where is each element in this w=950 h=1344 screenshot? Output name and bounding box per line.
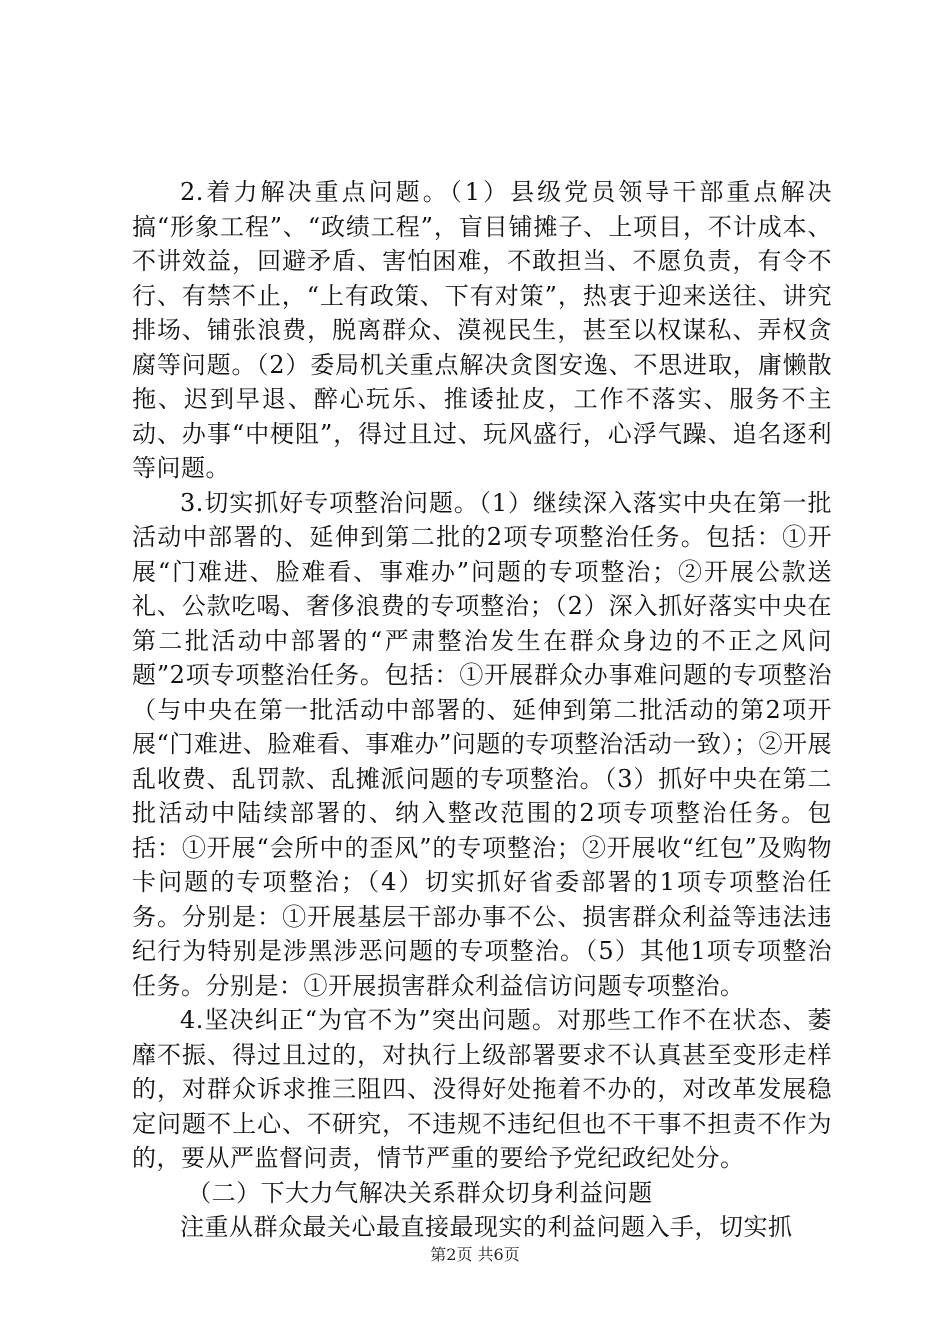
paragraph-interest-issues: 注重从群众最关心最直接最现实的利益问题入手，切实抓: [180, 1213, 793, 1241]
page-footer: 第2页 共6页: [430, 1245, 520, 1264]
section-heading: （二）下大力气解决关系群众切身利益问题: [187, 1178, 653, 1207]
paragraph-key-problems: 2.着力解决重点问题。（1）县级党员领导干部重点解决搞“形象工程”、“政绩工程”，盲目铺摊子、上项目，不计成本、不讲效益，回避矛盾、害怕困难，不敢担当、不愿负责，有令不行、有禁不止，“上有政策、下有对策”，热衷于迎来送往、讲究排场、铺张浪费，脱离群众、漠视民生，甚至以权谋私、弄权贪腐等问题。（2）委局机关重点解决贪图安逸、不思进取，庸懒散拖、迟到早退、醉心玩乐、推诿扯皮，工作不落实、服务不主动、办事“中梗阻”，得过且过、玩风盛行，心浮气躁、追名逐利等问题。: [132, 178, 832, 482]
paragraph-correct-inaction: 4.坚决纠正“为官不为”突出问题。对那些工作不在状态、萎靡不振、得过且过的，对执行上级部署要求不认真甚至变形走样的，对群众诉求推三阻四、没得好处拖着不办的，对改革发展稳定问题不上心、不研究，不违规不违纪但也不干事不担责不作为的，要从严监督问责，情节严重的要给予党纪政纪处分。: [132, 1006, 832, 1172]
paragraph-special-rectification: 3.切实抓好专项整治问题。（1）继续深入落实中央在第一批活动中部署的、延伸到第二批的2项专项整治任务。包括：①开展“门难进、脸难看、事难办”问题的专项整治；②开展公款送礼、公款吃喝、奢侈浪费的专项整治；（2）深入抓好落实中央在第二批活动中部署的“严肃整治发生在群众身边的不正之风问题”2项专项整治任务。包括：①开展群众办事难问题的专项整治（与中央在第一批活动中部署的、延伸到第二批活动的第2项开展“门难进、脸难看、事难办”问题的专项整治活动一致）；②开展乱收费、乱罚款、乱摊派问题的专项整治。（3）抓好中央在第二批活动中陆续部署的、纳入整改范围的2项专项整治任务。包括：①开展“会所中的歪风”的专项整治；②开展收“红包”及购物卡问题的专项整治；（4）切实抓好省委部署的1项专项整治任务。分别是：①开展基层干部办事不公、损害群众利益等违法违纪行为特别是涉黑涉恶问题的专项整治。（5）其他1项专项整治任务。分别是：①开展损害群众利益信访问题专项整治。: [132, 488, 832, 1000]
document-body: [132, 175, 832, 1245]
